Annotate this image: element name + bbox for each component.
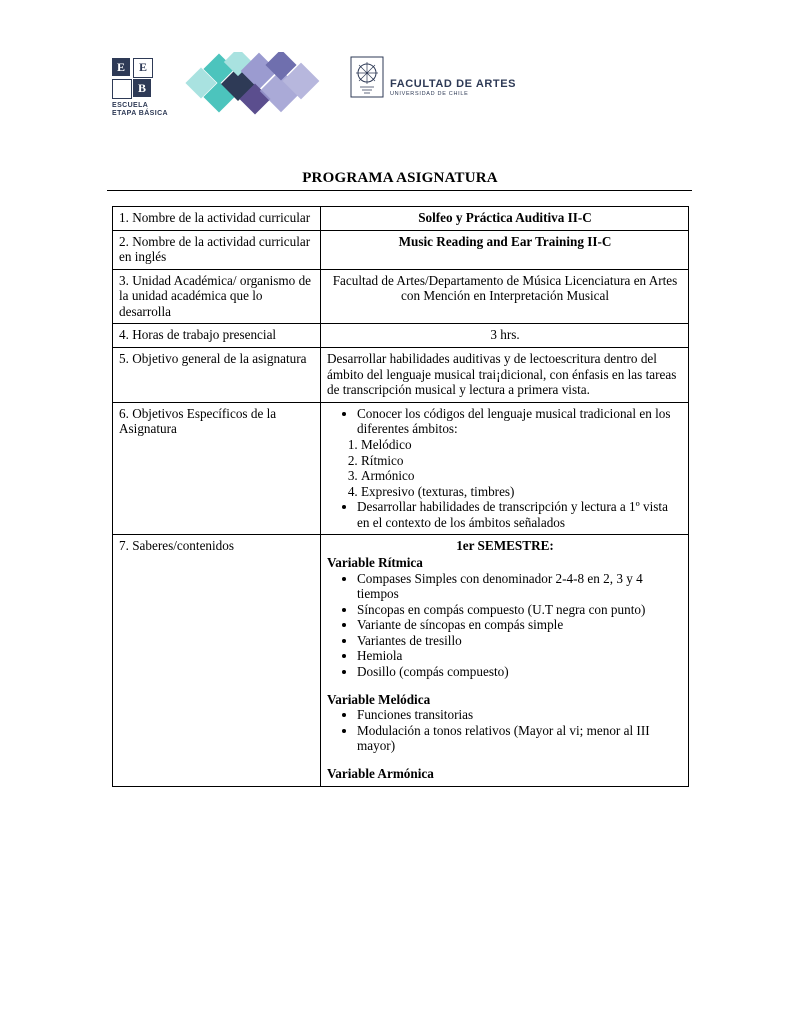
table-row: [113, 207, 689, 231]
facultad-wordmark-line2: UNIVERSIDAD DE CHILE: [390, 91, 469, 97]
list-item: • Desarrollar habilidades de transcripción y lectura a 1º vista en el contexto de los ámbitos señalados: [357, 499, 683, 530]
row-value: Desarrollar habilidades auditivas y de lectoescritura dentro del ámbito del lenguaje musical trai¡dicional, con énfasis en las tareas de transcripción musical y lectura a primera vista.: [321, 348, 689, 403]
section-spacer-2: [327, 754, 683, 766]
row-value-saberes: [321, 535, 689, 786]
list-item: • Funciones transitorias: [357, 707, 683, 723]
row-label: 6. Objetivos Específicos de la Asignatura: [113, 402, 321, 535]
row-label: 1. Nombre de la actividad curricular: [113, 207, 321, 231]
eeb-logo: [112, 58, 178, 116]
row-label: 2. Nombre de la actividad curricular en inglés: [113, 230, 321, 269]
row-value: 3 hrs.: [321, 324, 689, 348]
eeb-letter-e2: E: [133, 58, 153, 78]
table-row: [113, 230, 689, 269]
diamond-pattern-svg: [184, 52, 334, 122]
ritmica-list: [327, 571, 683, 680]
melodica-list: [327, 707, 683, 754]
eeb-wordmark-line1: ESCUELA: [112, 102, 149, 109]
row-label: 7. Saberes/contenidos: [113, 535, 321, 786]
list-item: • Modulación a tonos relativos (Mayor al vi; menor al III mayor): [357, 723, 683, 754]
diamond-pattern-graphic: [184, 52, 324, 120]
table-row: [113, 348, 689, 403]
section-heading-melodica: Variable Melódica: [327, 691, 431, 707]
row-label: 4. Horas de trabajo presencial: [113, 324, 321, 348]
facultad-de-artes-logo: [350, 56, 530, 116]
row-value: Music Reading and Ear Training II-C: [321, 230, 689, 269]
facultad-wordmark-line1: FACULTAD DE ARTES: [390, 78, 517, 90]
eeb-logo-mark: [112, 58, 178, 98]
list-item: • Variantes de tresillo: [357, 633, 683, 649]
row-label: 5. Objetivo general de la asignatura: [113, 348, 321, 403]
section-heading-ritmica: Variable Rítmica: [327, 554, 423, 570]
table-row: [113, 324, 689, 348]
row-value: Solfeo y Práctica Auditiva II-C: [321, 207, 689, 231]
list-item: 2. Rítmico: [361, 453, 683, 469]
facultad-wordmark: [390, 78, 516, 97]
list-item: 1. Melódico: [361, 437, 683, 453]
list-item: • Dosillo (compás compuesto): [357, 664, 683, 680]
semester-title: 1er SEMESTRE:: [456, 538, 554, 554]
eeb-letter-b: B: [133, 79, 151, 97]
page-title: PROGRAMA ASIGNATURA: [302, 170, 498, 186]
list-item: • Compases Simples con denominador 2-4-8 en 2, 3 y 4 tiempos: [357, 571, 683, 602]
section-spacer: [327, 680, 683, 692]
universidad-de-chile-shield-icon: [350, 56, 384, 98]
list-item: • Variante de síncopas en compás simple: [357, 617, 683, 633]
title-divider: [107, 190, 692, 191]
table-row: [113, 269, 689, 324]
list-item: • Hemiola: [357, 648, 683, 664]
table-row: [113, 402, 689, 535]
list-item: 4. Expresivo (texturas, timbres): [361, 484, 683, 500]
eeb-wordmark-line2: ETAPA BÁSICA: [112, 110, 169, 117]
list-item: • Conocer los códigos del lenguaje musical tradicional en los diferentes ámbitos:: [357, 406, 683, 437]
header-logos: [112, 52, 517, 124]
eeb-letter-e1: E: [112, 58, 130, 76]
list-item: 3. Armónico: [361, 468, 683, 484]
row-label: 3. Unidad Académica/ organismo de la unidad académica que lo desarrolla: [113, 269, 321, 324]
objetivos-bullet-list: [327, 406, 683, 437]
eeb-letter-blank: [112, 79, 132, 99]
row-value: Facultad de Artes/Departamento de Música Licenciatura en Artes con Mención en Interpretación Musical: [321, 269, 689, 324]
section-heading-armonica: Variable Armónica: [327, 765, 434, 781]
table-row: [113, 535, 689, 786]
row-value-objetivos: [321, 402, 689, 535]
objetivos-numbered-list: [327, 437, 683, 499]
objetivos-bullet-list-2: [327, 499, 683, 530]
list-item: • Síncopas en compás compuesto (U.T negra con punto): [357, 602, 683, 618]
program-table: [112, 206, 689, 787]
